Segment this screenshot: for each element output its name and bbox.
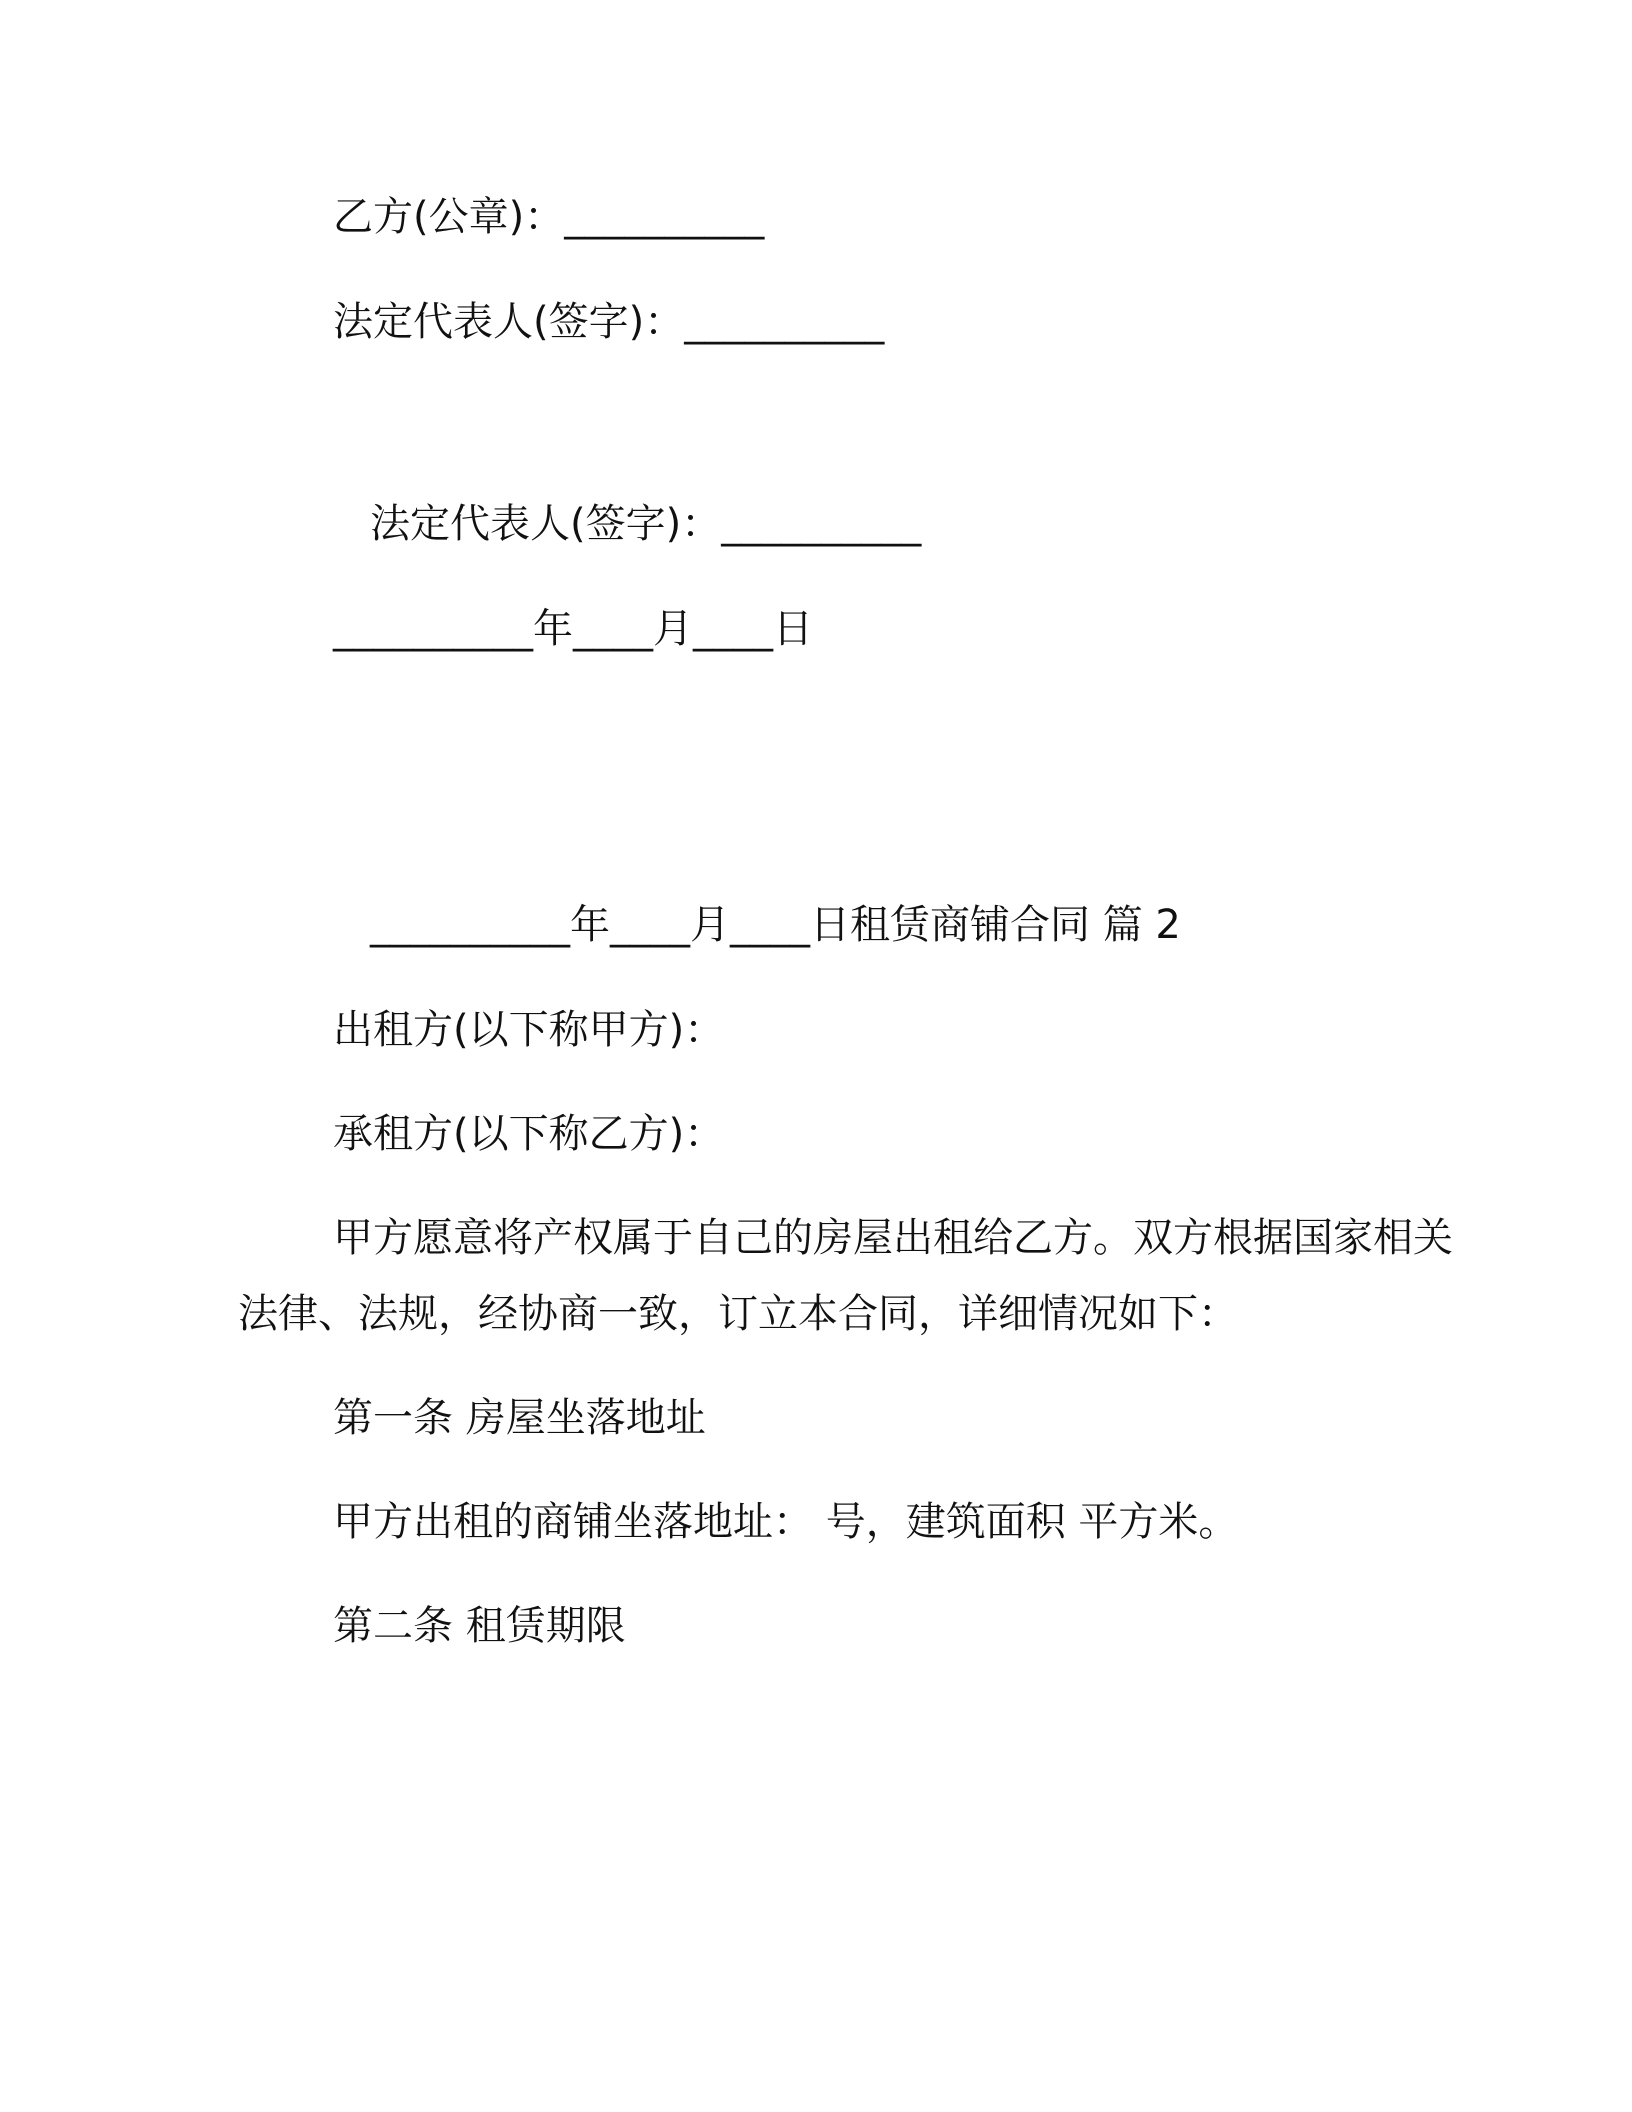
contract-title: __________年____月____日租赁商铺合同 篇 2 <box>370 902 1181 948</box>
lessor-line: 出租方(以下称甲方)： <box>333 1007 725 1053</box>
legal-rep-signature-line-2: 法定代表人(签字)：__________ <box>370 501 922 547</box>
article-1-heading: 第一条 房屋坐落地址 <box>333 1395 706 1441</box>
legal-rep-signature-line: 法定代表人(签字)：__________ <box>333 299 885 345</box>
preamble-paragraph-line-1: 甲方愿意将产权属于自己的房屋出租给乙方。双方根据国家相关 <box>333 1215 1453 1261</box>
date-line: __________年____月____日 <box>333 606 813 652</box>
lessee-line: 承租方(以下称乙方)： <box>333 1111 725 1157</box>
article-1-body: 甲方出租的商铺坐落地址： 号，建筑面积 平方米。 <box>333 1499 1239 1545</box>
article-2-heading: 第二条 租赁期限 <box>333 1603 626 1649</box>
party-b-seal-line: 乙方(公章)：__________ <box>333 194 765 240</box>
preamble-paragraph-line-2: 法律、法规，经协商一致，订立本合同，详细情况如下： <box>238 1291 1238 1337</box>
